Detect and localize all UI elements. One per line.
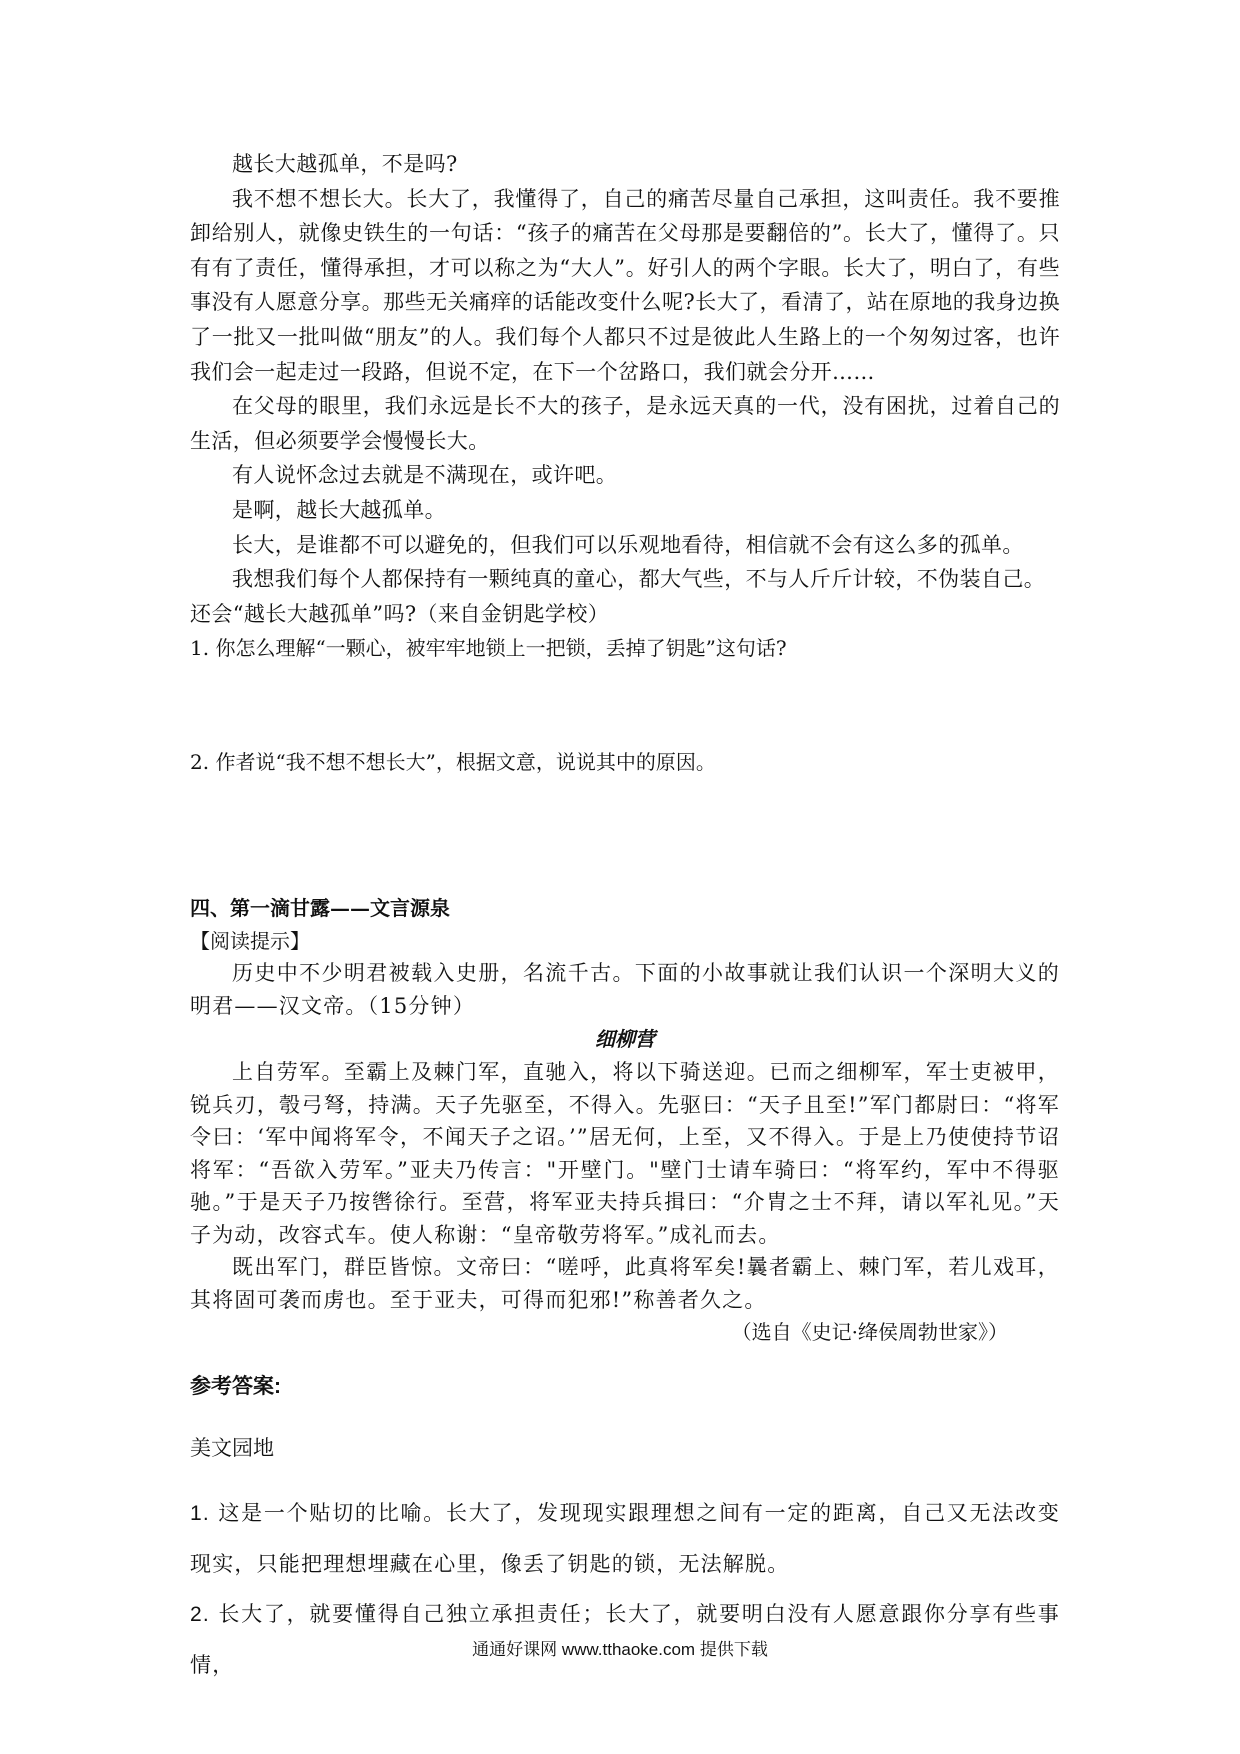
page-footer: 通通好课网 www.tthaoke.com 提供下载: [472, 1640, 768, 1659]
classical-paragraph-1: 上自劳军。至霸上及棘门军，直驰入，将以下骑送迎。已而之细柳军，军士吏被甲，锐兵刃，彀弓弩，持满。天子先驱至，不得入。先驱曰：“天子且至!”军门都尉曰：“将军令曰：‘军中闻将军令，不闻天子之诏。’”居无何，上至，又不得入。于是上乃使使持节诏将军：“吾欲入劳军。”亚夫乃传言："开壁门。"壁门士请车骑曰：“将军约，军中不得驱驰。”于是天子乃按辔徐行。至营，将军亚夫持兵揖曰：“介胄之士不拜，请以军礼见。”天子为动，改容式车。使人称谢：“皇帝敬劳将军。”成礼而去。: [190, 1060, 1060, 1247]
answers-heading: 参考答案:: [190, 1375, 281, 1399]
question-2: 2. 作者说“我不想不想长大”，根据文意，说说其中的原因。: [190, 750, 716, 775]
reading-hint-text: 历史中不少明君被载入史册，名流千古。下面的小故事就让我们认识一个深明大义的明君——汉文帝。（15分钟）: [190, 961, 1060, 1018]
answer-item-1: [190, 1488, 1060, 1589]
answer-text-1: 这是一个贴切的比喻。长大了，发现现实跟理想之间有一定的距离，自己又无法改变现实，只能把理想埋藏在心里，像丢了钥匙的锁，无法解脱。: [190, 1501, 1060, 1577]
answer-number-1: 1.: [190, 1502, 210, 1526]
essay-last-line: 还会“越长大越孤单”吗?（来自金钥匙学校）: [190, 601, 610, 626]
source-citation: （选自《史记·绛侯周勃世家》）: [731, 1320, 1008, 1345]
page-content: [190, 147, 1060, 1690]
classical-text-title: 细柳营: [595, 1027, 655, 1052]
essay-paragraph-6: 长大，是谁都不可以避免的，但我们可以乐观地看待，相信就不会有这么多的孤单。: [232, 532, 1024, 557]
section-heading: 四、第一滴甘露——文言源泉: [190, 896, 450, 921]
reading-hint-label: 【阅读提示】: [190, 929, 310, 954]
essay-body: [190, 147, 1060, 631]
essay-paragraph-5: 是啊，越长大越孤单。: [232, 497, 446, 522]
classical-paragraph-2: 既出军门，群臣皆惊。文帝曰：“嗟呼，此真将军矣!曩者霸上、棘门军，若儿戏耳，其将固可袭而虏也。至于亚夫，可得而犯邪!”称善者久之。: [190, 1255, 1060, 1312]
answer-space-1: [190, 665, 1060, 745]
classical-text-body: [190, 1056, 1060, 1316]
essay-paragraph-4: 有人说怀念过去就是不满现在，或许吧。: [232, 463, 618, 488]
answer-number-2: 2.: [190, 1603, 210, 1627]
essay-paragraph-7: 我想我们每个人都保持有一颗纯真的童心，都大气些，不与人斤斤计较，不伪装自己。: [232, 567, 1046, 592]
essay-paragraph-3: 在父母的眼里，我们永远是长不大的孩子，是永远天真的一代，没有困扰，过着自己的生活，但必须要学会慢慢长大。: [190, 394, 1060, 453]
answer-text-2: 长大了，就要懂得自己独立承担责任；长大了，就要明白没有人愿意跟你分享有些事情，: [190, 1602, 1060, 1678]
answer-space-2: [190, 779, 1060, 891]
answers-subsection: 美文园地: [190, 1437, 274, 1461]
essay-paragraph-1: 越长大越孤单，不是吗?: [232, 152, 458, 176]
essay-paragraph-2: 我不想不想长大。长大了，我懂得了，自己的痛苦尽量自己承担，这叫责任。我不要推卸给别人，就像史铁生的一句话：“孩子的痛苦在父母那是要翻倍的”。长大了，懂得了。只有有了责任，懂得承担，才可以称之为“大人”。好引人的两个字眼。长大了，明白了，有些事没有人愿意分享。那些无关痛痒的话能改变什么呢?长大了，看清了，站在原地的我身边换了一批又一批叫做“朋友”的人。我们每个人都只不过是彼此人生路上的一个匆匆过客，也许我们会一起走过一段路，但说不定，在下一个岔路口，我们就会分开……: [190, 186, 1060, 384]
reading-hint: [190, 957, 1060, 1022]
question-1: 1. 你怎么理解“一颗心，被牢牢地锁上一把锁，丢掉了钥匙”这句话?: [190, 636, 787, 661]
